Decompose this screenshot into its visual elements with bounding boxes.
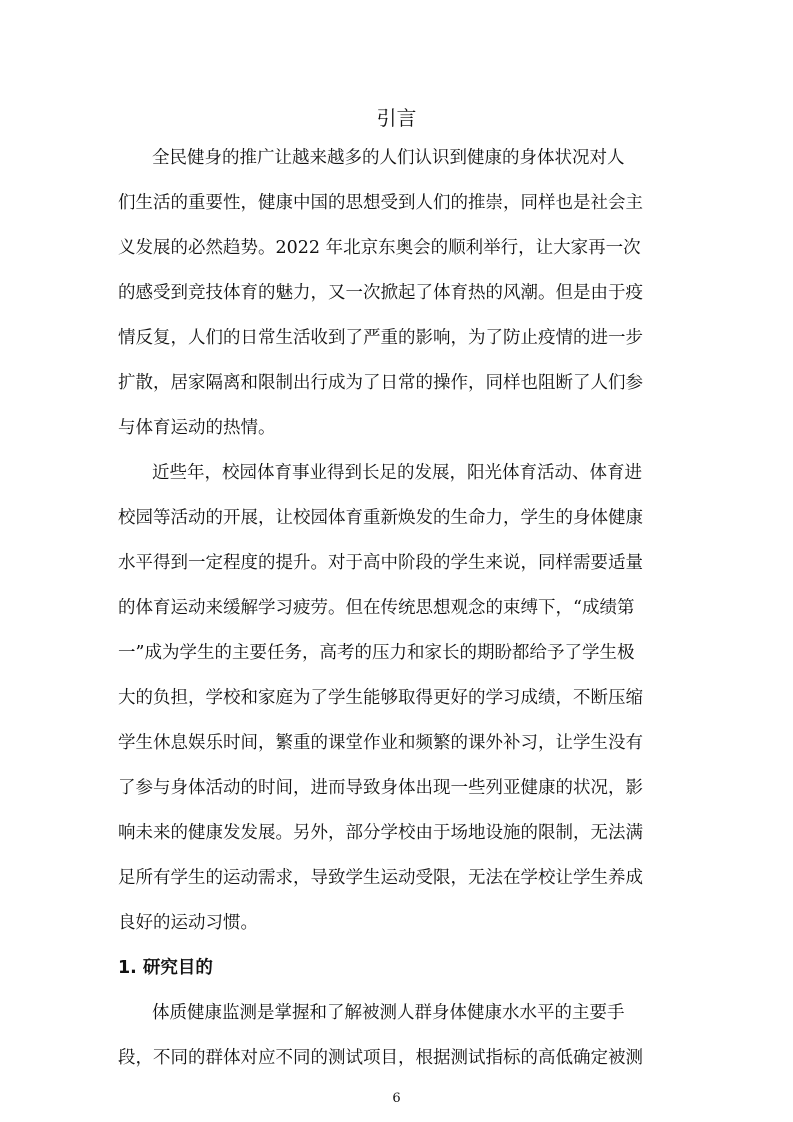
page-number: 6	[392, 1091, 401, 1106]
paragraph-line: 良好的运动习惯。	[118, 913, 258, 933]
paragraph-line: 校园等活动的开展，让校园体育重新焕发的生命力，学生的身体健康	[118, 508, 643, 528]
paragraph-line: 一”成为学生的主要任务，高考的压力和家长的期盼都给予了学生极	[118, 643, 635, 663]
paragraph-line: 全民健身的推广让越来越多的人们认识到健康的身体状况对人	[152, 148, 625, 168]
paragraph-line: 的感受到竞技体育的魅力，又一次掀起了体育热的风潮。但是由于疫	[118, 283, 643, 303]
paragraph-line: 的体育运动来缓解学习疲劳。但在传统思想观念的束缚下，“成绩第	[118, 598, 635, 618]
paragraph-line: 情反复，人们的日常生活收到了严重的影响，为了防止疫情的进一步	[118, 328, 643, 348]
page-title: 引言	[376, 106, 417, 130]
paragraph-line: 段，不同的群体对应不同的测试项目，根据测试指标的高低确定被测	[118, 1048, 643, 1068]
paragraph-line: 体质健康监测是掌握和了解被测人群身体健康水水平的主要手	[152, 1003, 625, 1023]
paragraph-line: 大的负担，学校和家庭为了学生能够取得更好的学习成绩，不断压缩	[118, 688, 643, 708]
paragraph-line: 与体育运动的热情。	[118, 418, 276, 438]
paragraph-line: 响未来的健康发发展。另外，部分学校由于场地设施的限制，无法满	[118, 823, 643, 843]
section-heading: 1. 研究目的	[118, 958, 213, 978]
paragraph-line: 扩散，居家隔离和限制出行成为了日常的操作，同样也阻断了人们参	[118, 373, 643, 393]
paragraph-line: 们生活的重要性，健康中国的思想受到人们的推崇，同样也是社会主	[118, 193, 643, 213]
paragraph-line: 义发展的必然趋势。2022 年北京东奥会的顺利举行，让大家再一次	[118, 238, 641, 258]
paragraph-line: 近些年，校园体育事业得到长足的发展，阳光体育活动、体育进	[152, 463, 642, 483]
paragraph-line: 水平得到一定程度的提升。对于高中阶段的学生来说，同样需要适量	[118, 553, 643, 573]
paragraph-line: 学生休息娱乐时间，繁重的课堂作业和频繁的课外补习，让学生没有	[118, 733, 643, 753]
paragraph-line: 足所有学生的运动需求，导致学生运动受限，无法在学校让学生养成	[118, 868, 643, 888]
paragraph-line: 了参与身体活动的时间，进而导致身体出现一些列亚健康的状况，影	[118, 778, 643, 798]
